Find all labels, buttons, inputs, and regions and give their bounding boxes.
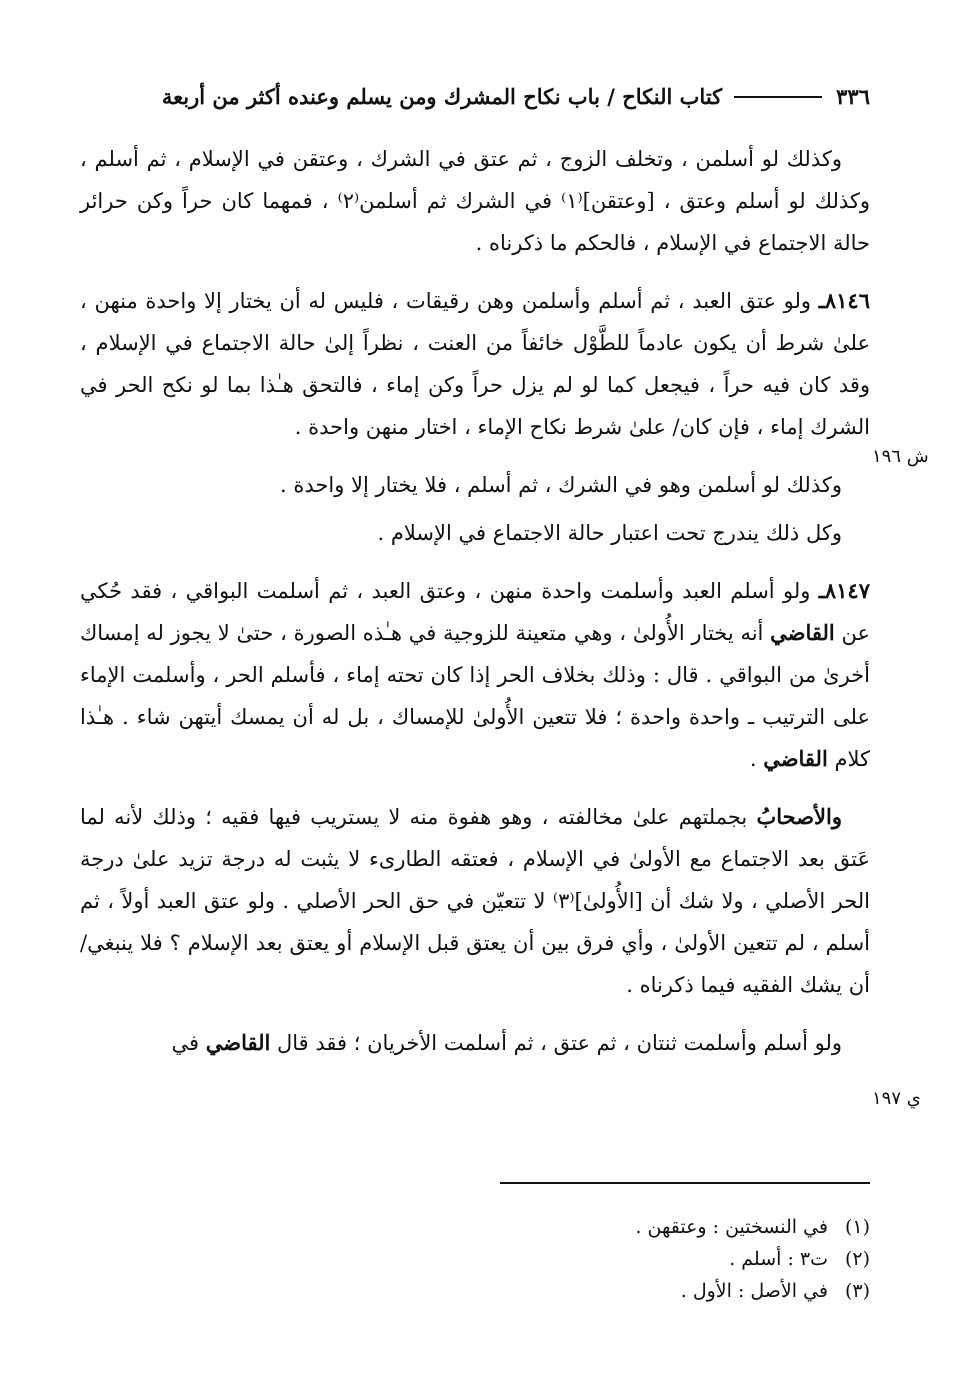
footnote-number: (٣) [844, 1280, 870, 1302]
footnote-text: في النسختين : وعتقهن . [635, 1216, 828, 1238]
paragraph-text: بجملتهم علىٰ مخالفته ، وهو هفوة منه لا يستريب فيها فقيه ؛ وذلك لأنه لما عَتق بعد الاجتماع مع الأولىٰ في الإسلام ، فعتقه الطارىء لا يثبت له درجة تزيد علىٰ درجة الحر الأصلي ، ولا شك أن [الأُولىٰ]⁽٣⁾ لا تتعيّن في حق الحر الأصلي . ولو عتق العبد أولاً ، ثم أسلم ، لم تتعين الأولىٰ ، وأي فرق بين أن يعتق قبل الإسلام أو يعتق بعد الإسلام ؟ فلا ينبغي/ أن يشك الفقيه فيما ذكرناه . [80, 805, 870, 997]
paragraph-text: ولو أسلم العبد وأسلمت واحدة منهن ، وعتق العبد ، ثم أسلمت البواقي ، فقد حُكي عن [80, 579, 870, 645]
chapter-title: كتاب النكاح / باب نكاح المشرك ومن يسلم وعنده أكثر من أربعة [161, 84, 723, 109]
name-qadi: القاضي [205, 1030, 271, 1055]
paragraph-text: أنه يختار الأُولىٰ ، وهي متعينة للزوجية في هـٰذه الصورة ، حتىٰ لا يجوز له إمساك أخرىٰ من البواقي . قال : وذلك بخلاف الحر إذا كان تحته إماء ، فأسلم الحر ، وأسلمت الإماء على الترتيب ـ واحدة واحدة ؛ فلا تتعين الأُولىٰ للإمساك ، بل له أن يمسك أيتهن شاء . هـٰذا كلام [80, 621, 870, 771]
footnote-text: ت٣ : أسلم . [729, 1248, 828, 1270]
name-qadi: القاضي [763, 746, 828, 771]
margin-note-sh196: ش ١٩٦ [872, 446, 929, 467]
main-text [80, 138, 870, 1080]
paragraph-1: وكذلك لو أسلمن ، وتخلف الزوج ، ثم عتق في الشرك ، وعتقن في الإسلام ، ثم أسلم ، وكذلك لو أسلم وعتق ، [وعتقن]⁽١⁾ في الشرك ثم أسلمن⁽٢⁾ ، فمهما كان حراً وكن حرائر حالة الاجتماع في الإسلام ، فالحكم ما ذكرناه . [80, 147, 870, 255]
paragraph-7 [80, 1022, 870, 1064]
footnote-2 [300, 1244, 870, 1274]
name-qadi: القاضي [770, 620, 835, 645]
paragraph-3: وكذلك لو أسلمن وهو في الشرك ، ثم أسلم ، فلا يختار إلا واحدة . [280, 473, 842, 497]
footnote-number: (٢) [844, 1248, 870, 1270]
paragraph-8146 [80, 280, 870, 448]
paragraph-text: ولو أسلم وأسلمت ثنتان ، ثم عتق ، ثم أسلمت الأخريان ؛ فقد قال [270, 1031, 842, 1055]
footnote-1 [300, 1212, 870, 1242]
paragraph-6 [80, 796, 870, 1006]
footnote-text: في الأصل : الأول . [680, 1280, 828, 1302]
term-ashab: والأصحابُ [756, 804, 842, 829]
paragraph-4: وكل ذلك يندرج تحت اعتبار حالة الاجتماع في الإسلام . [377, 521, 842, 545]
margin-note-y197: ي ١٩٧ [872, 1088, 921, 1109]
running-header [80, 84, 870, 109]
issue-number: ٨١٤٧ـ [818, 578, 870, 603]
paragraph-text: في [171, 1031, 206, 1055]
footnote-3 [300, 1276, 870, 1306]
page-number: ٣٣٦ [836, 84, 870, 109]
paragraph-8147 [80, 570, 870, 780]
footnote-separator [500, 1182, 870, 1184]
paragraph-text: ولو عتق العبد ، ثم أسلم وأسلمن وهن رقيقات ، فليس له أن يختار إلا واحدة منهن ، علىٰ شرط أن يكون عادماً للطَّوْل خائفاً من العنت ، نظراً إلىٰ حالة الاجتماع في الإسلام ، وقد كان فيه حراً ، فيجعل كما لو لم يزل حراً وكن إماء ، فالتحق هـٰذا بما لو نكح الحر في الشرك إماء ، فإن كان/ علىٰ شرط نكاح الإماء ، اختار منهن واحدة . [80, 289, 870, 439]
footnote-number: (١) [844, 1216, 870, 1238]
paragraph-text: . [749, 747, 764, 771]
header-rule [734, 96, 822, 98]
issue-number: ٨١٤٦ـ [818, 288, 870, 313]
